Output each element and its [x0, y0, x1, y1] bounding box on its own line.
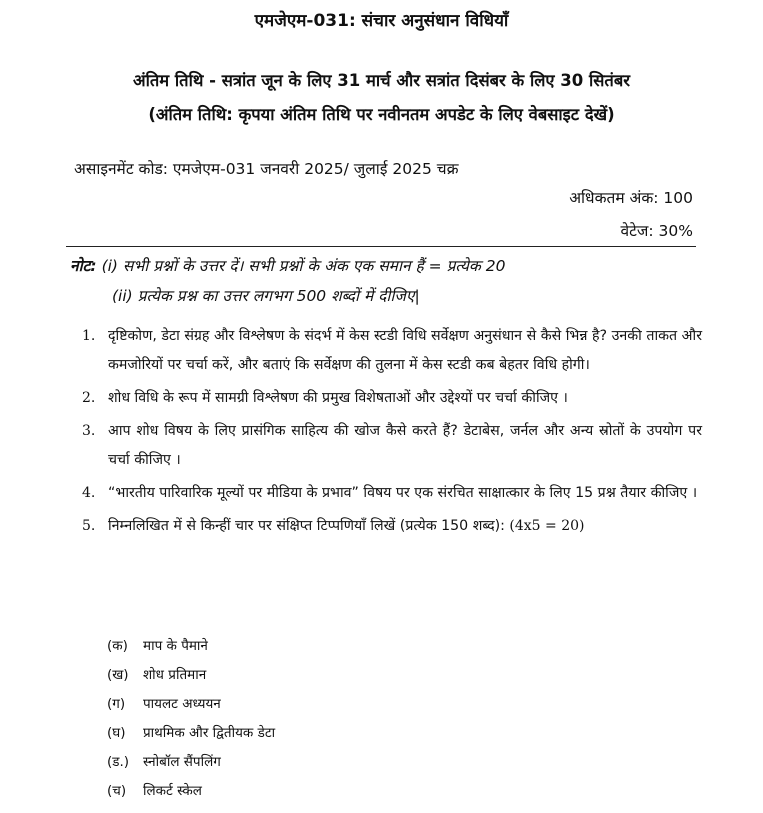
question-item — [82, 479, 702, 508]
sub-item — [107, 690, 275, 719]
question-item — [82, 384, 702, 413]
sub-item-label: (च) — [107, 783, 127, 799]
question-number: 4. — [82, 485, 96, 501]
note-line-1 — [70, 254, 505, 276]
sub-item — [107, 777, 275, 806]
weightage: वेटेज: 30% — [620, 222, 693, 240]
sub-item-label: (क) — [107, 638, 128, 654]
divider — [66, 246, 696, 247]
sub-item — [107, 661, 275, 690]
sub-item-label: (ग) — [107, 696, 126, 712]
question-item — [82, 322, 702, 380]
question-number: 3. — [82, 423, 96, 439]
sub-item-text: माप के पैमाने — [143, 638, 208, 654]
note-text-1: (i) सभी प्रश्नों के उत्तर दें। सभी प्रश्नों के अंक एक समान हैं = प्रत्येक 20 — [96, 257, 506, 275]
sub-item-text: शोध प्रतिमान — [143, 667, 207, 683]
note-line-2: (ii) प्रत्येक प्रश्न का उत्तर लगभग 500 शब्दों में दीजिए| — [112, 287, 420, 305]
sub-item-text: लिकर्ट स्केल — [143, 783, 202, 799]
assignment-code: असाइनमेंट कोड: एमजेएम-031 जनवरी 2025/ जुलाई 2025 चक्र — [74, 160, 459, 178]
max-marks: अधिकतम अंक: 100 — [569, 189, 693, 207]
question-text: शोध विधि के रूप में सामग्री विश्लेषण की प्रमुख विशेषताओं और उद्देश्यों पर चर्चा कीजिए । — [108, 390, 568, 406]
sub-item-text: पायलट अध्ययन — [143, 696, 221, 712]
sub-item — [107, 748, 275, 777]
question-number: 2. — [82, 390, 96, 406]
sub-item — [107, 632, 275, 661]
question-item — [82, 417, 702, 475]
sub-item — [107, 719, 275, 748]
question-text: आप शोध विषय के लिए प्रासंगिक साहित्य की खोज कैसे करते हैं? डेटाबेस, जर्नल और अन्य स्रोतों के उपयोग पर चर्चा कीजिए । — [108, 423, 702, 468]
sub-item-label: (घ) — [107, 725, 126, 741]
page-title: एमजेएम-031: संचार अनुसंधान विधियाँ — [254, 11, 509, 31]
question-list — [82, 322, 702, 545]
question-marks: (4x5 = 20) — [504, 518, 585, 534]
sub-item-text: स्नोबॉल सैंपलिंग — [143, 754, 221, 770]
question-number: 1. — [82, 328, 96, 344]
sub-item-label: (ख) — [107, 667, 129, 683]
note-label: नोट: — [70, 257, 97, 275]
question-text: निम्नलिखित में से किन्हीं चार पर संक्षिप्त टिप्पणियाँ लिखें (प्रत्येक 150 शब्द): — [108, 518, 505, 534]
sub-item-text: प्राथमिक और द्वितीयक डेटा — [143, 725, 276, 741]
question-text: दृष्टिकोण, डेटा संग्रह और विश्लेषण के संदर्भ में केस स्टडी विधि सर्वेक्षण अनुसंधान से कैसे भिन्न है? उनकी ताकत और कमजोरियों पर चर्चा करें, और बताएं कि सर्वेक्षण की तुलना में केस स्टडी कब बेहतर विधि होगी। — [108, 328, 702, 373]
sub-item-list — [107, 632, 275, 806]
deadline-line-2: (अंतिम तिथि: कृपया अंतिम तिथि पर नवीनतम अपडेट के लिए वेबसाइट देखें) — [148, 105, 615, 124]
deadline-line-1: अंतिम तिथि - सत्रांत जून के लिए 31 मार्च और सत्रांत दिसंबर के लिए 30 सितंबर — [133, 71, 630, 90]
question-item — [82, 512, 702, 541]
question-number: 5. — [82, 518, 96, 534]
sub-item-label: (ड.) — [107, 754, 130, 770]
question-text: “भारतीय पारिवारिक मूल्यों पर मीडिया के प्रभाव” विषय पर एक संरचित साक्षात्कार के लिए 15 प्रश्न तैयार कीजिए । — [108, 485, 698, 501]
